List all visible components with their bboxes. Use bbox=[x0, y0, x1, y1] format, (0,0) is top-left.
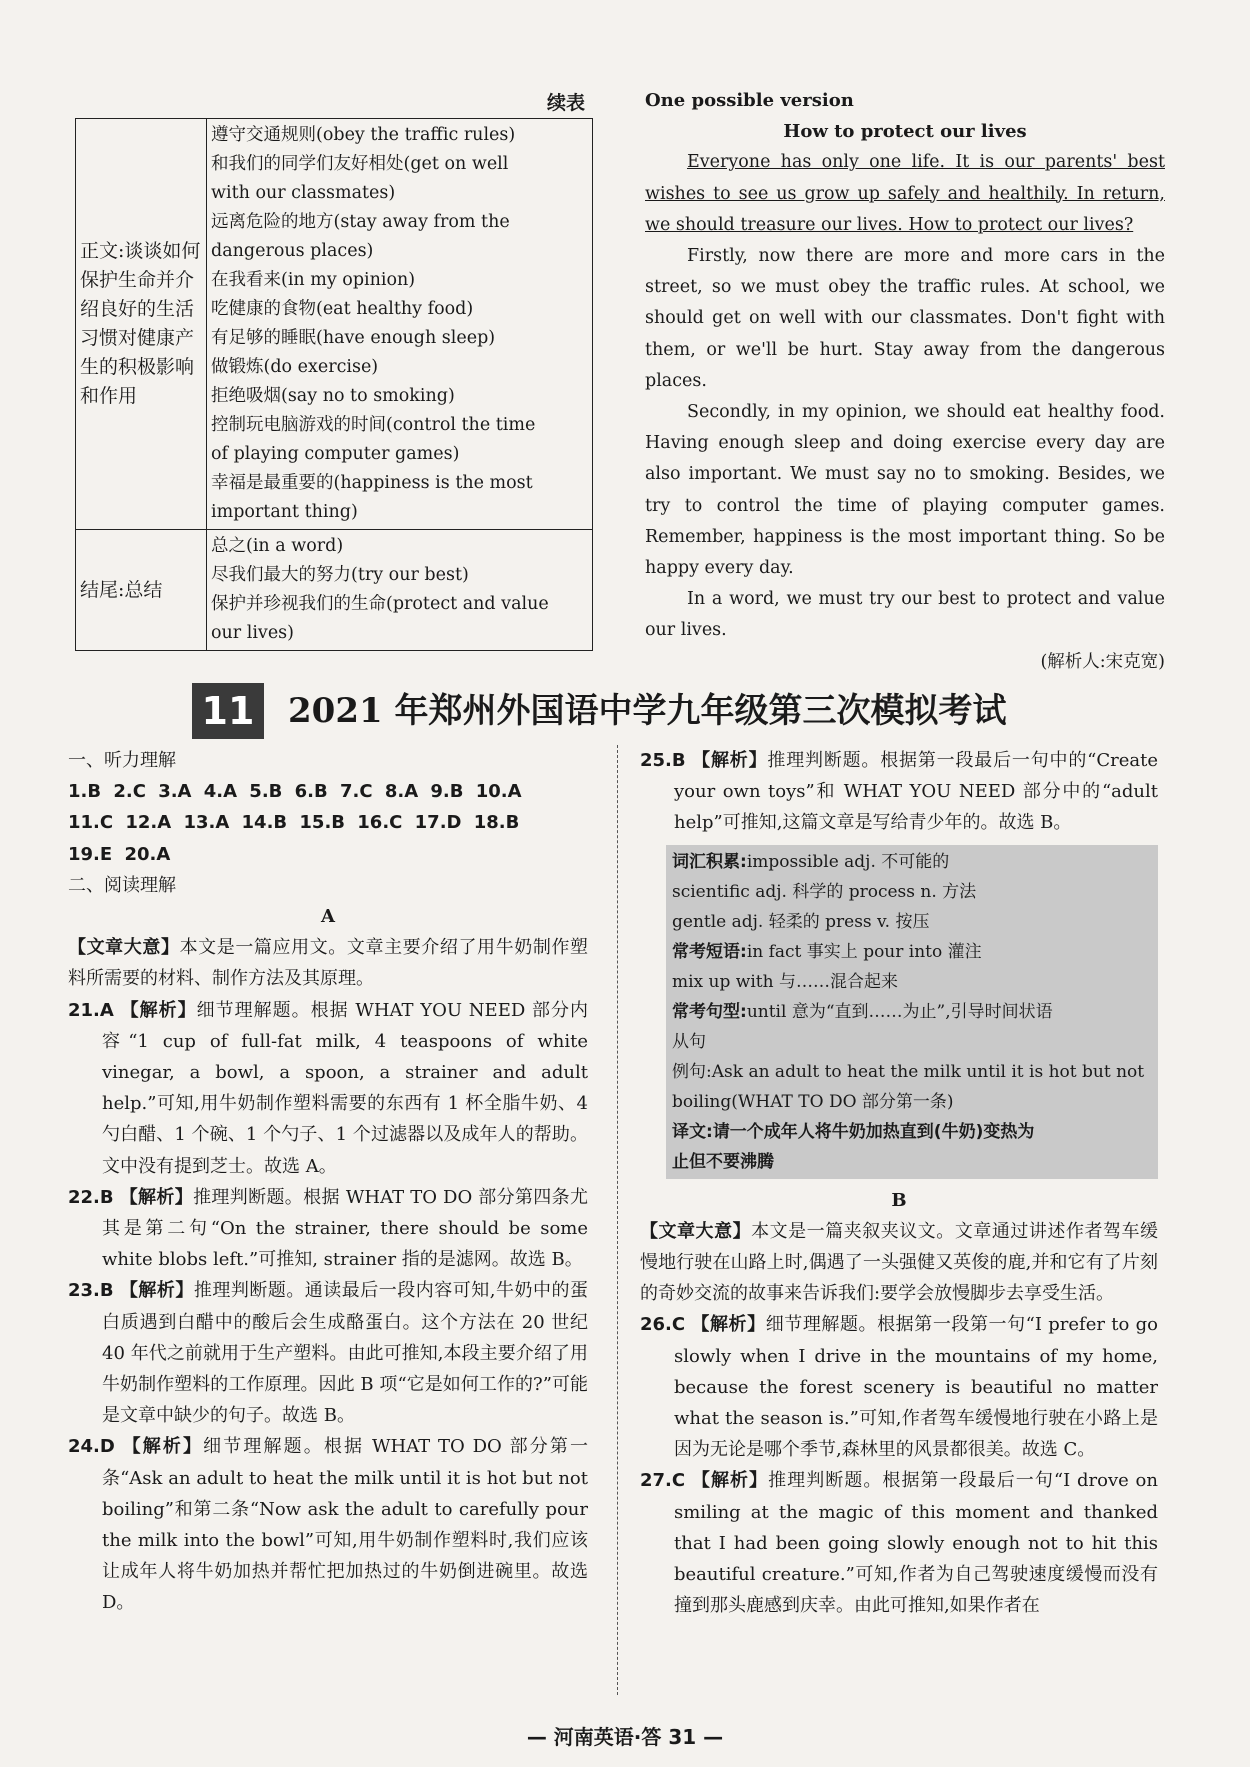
section-heading: 一、听力理解 bbox=[68, 750, 176, 771]
exam-number-badge: 11 bbox=[192, 683, 264, 739]
analysis-text: 推理判断题。根据 WHAT TO DO 部分第四条尤其是第二句“On the strainer, there should be some white blobs left.”可推知, strainer 指的是滤网。故选 B。 bbox=[102, 1186, 589, 1271]
pattern-item: 从句 bbox=[672, 1031, 706, 1052]
question-analysis bbox=[68, 995, 588, 1182]
main-idea-text: 本文是一篇应用文。文章主要介绍了用牛奶制作塑料所需要的材料、制作方法及其原理。 bbox=[68, 937, 589, 990]
outline-line: 远离危险的地方(stay away from the bbox=[211, 212, 510, 232]
analysis-tag: 【解析】 bbox=[692, 750, 768, 771]
outline-line: 幸福是最重要的(happiness is the most bbox=[211, 473, 533, 493]
section-heading: 二、阅读理解 bbox=[68, 874, 176, 896]
outline-line: 保护并珍视我们的生命(protect and value bbox=[211, 594, 549, 614]
phrase-label: 常考短语: bbox=[672, 941, 747, 962]
question-number: 25.B bbox=[640, 750, 686, 771]
example-label: 例句: bbox=[672, 1061, 712, 1082]
outline-line: 尽我们最大的努力(try our best) bbox=[211, 565, 469, 585]
outline-line: of playing computer games) bbox=[211, 444, 460, 464]
phrase-item: mix up with 与……混合起来 bbox=[672, 971, 898, 992]
right-column bbox=[640, 745, 1158, 1621]
analysis-text: 推理判断题。通读最后一段内容可知,牛奶中的蛋白质遇到白醋中的酸后会生成酪蛋白。这个方法在 20 世纪 40 年代之前就用于生产塑料。由此可推知,本段主要介绍了用牛奶制作塑料的工作原理。因此 B 项“它是如何工作的?”可能是文章中缺少的句子。故选 B。 bbox=[102, 1280, 588, 1427]
question-number: 22.B bbox=[68, 1186, 114, 1208]
vocab-item: scientific adj. 科学的 process n. 方法 bbox=[672, 881, 977, 902]
translation-label: 译文: bbox=[672, 1121, 713, 1142]
question-number: 27.C bbox=[640, 1470, 686, 1492]
pattern-item: until 意为“直到……为止”,引导时间状语 bbox=[746, 1001, 1053, 1022]
outline-line: 有足够的睡眠(have enough sleep) bbox=[211, 328, 496, 348]
outline-line: important thing) bbox=[211, 502, 358, 522]
outline-line: 在我看来(in my opinion) bbox=[211, 270, 416, 290]
column-divider bbox=[617, 745, 618, 1695]
question-number: 21.A bbox=[68, 999, 114, 1021]
question-analysis bbox=[68, 1275, 588, 1431]
translation-item: 请一个成年人将牛奶加热直到(牛奶)变热为 bbox=[712, 1121, 1035, 1142]
essay-title: How to protect our lives bbox=[783, 121, 1027, 143]
main-idea bbox=[640, 1216, 1158, 1310]
main-idea-text: 本文是一篇夹叙夹议文。文章通过讲述作者驾车缓慢地行驶在山路上时,偶遇了一头强健又英俊的鹿,并和它有了片刻的奇妙交流的故事来告诉我们:要学会放慢脚步去享受生活。 bbox=[640, 1220, 1159, 1305]
essay-intro: Everyone has only one life. It is our parents' best wishes to see us grow up safely and healthily. In return, we should treasure our lives. How to protect our lives? bbox=[645, 152, 1165, 235]
essay-analyst: (解析人:宋克宽) bbox=[1040, 651, 1165, 672]
outline-line: 吃健康的食物(eat healthy food) bbox=[211, 299, 474, 319]
analysis-text: 细节理解题。根据 WHAT TO DO 部分第一条“Ask an adult to heat the milk until it is hot but not boiling”和第二条“Now ask the adult to carefully pour the milk into the bowl”可知,用牛奶制作塑料时,我们应该让成年人将牛奶加热并帮忙把加热过的牛奶倒进碗里。故选 D。 bbox=[102, 1436, 588, 1614]
main-idea-tag: 【文章大意】 bbox=[68, 937, 180, 959]
question-analysis bbox=[640, 745, 1158, 839]
main-idea bbox=[68, 932, 588, 994]
essay-heading: One possible version bbox=[645, 90, 854, 111]
part-label: A bbox=[321, 906, 335, 928]
table-cell-content bbox=[207, 530, 593, 651]
example-item: Ask an adult to heat the milk until it is hot but not bbox=[711, 1061, 1145, 1082]
answer-line: 19.E 20.A bbox=[68, 843, 171, 865]
answer-line: 11.C 12.A 13.A 14.B 15.B 16.C 17.D 18.B bbox=[68, 812, 520, 834]
outline-line: 总之(in a word) bbox=[211, 536, 344, 556]
table-cell-label: 结尾:总结 bbox=[76, 530, 207, 651]
phrase-item: in fact 事实上 pour into 灌注 bbox=[746, 941, 982, 962]
table-row bbox=[76, 119, 593, 530]
outline-line: 和我们的同学们友好相处(get on well bbox=[211, 154, 509, 174]
pattern-label: 常考句型: bbox=[672, 1001, 747, 1022]
vocabulary-box bbox=[666, 845, 1158, 1179]
analysis-text: 细节理解题。根据第一段第一句“I prefer to go slowly when I drive in the mountains of my home, because the forest scenery is beautiful no matter what the season is.”可知,作者驾车缓慢地行驶在小路上是因为无论是哪个季节,森林里的风景都很美。故选 C。 bbox=[674, 1314, 1158, 1461]
analysis-tag: 【解析】 bbox=[119, 1186, 194, 1208]
question-number: 23.B bbox=[68, 1280, 114, 1302]
question-number: 26.C bbox=[640, 1314, 686, 1336]
analysis-text: 细节理解题。根据 WHAT YOU NEED 部分内容“1 cup of full-fat milk, 4 teaspoons of white vinegar, a bowl, a spoon, a strainer and adult help.”可知,用牛奶制作塑料需要的东西有 1 杯全脂牛奶、4 勺白醋、1 个碗、1 个勺子、1 个过滤器以及成年人的帮助。文中没有提到芝士。故选 A。 bbox=[102, 999, 588, 1177]
table-cell-content bbox=[207, 119, 593, 530]
page-footer: — 河南英语·答 31 — bbox=[526, 1725, 724, 1749]
vocab-label: 词汇积累: bbox=[672, 851, 747, 872]
outline-line: 遵守交通规则(obey the traffic rules) bbox=[211, 125, 516, 145]
table-cell-label: 正文:谈谈如何保护生命并介绍良好的生活习惯对健康产生的积极影响和作用 bbox=[76, 119, 207, 530]
left-column bbox=[68, 745, 588, 1619]
outline-line: with our classmates) bbox=[211, 183, 396, 203]
outline-line: 做锻炼(do exercise) bbox=[211, 357, 379, 377]
outline-table bbox=[75, 118, 593, 651]
question-analysis bbox=[640, 1465, 1158, 1621]
question-analysis bbox=[640, 1309, 1158, 1465]
essay-paragraph: Firstly, now there are more and more cars in the street, so we must obey the traffic rules. At school, we should get on well with our classmates. Don't fight with them, or we'll be hurt. Stay away from the dangerous places. bbox=[645, 246, 1165, 391]
vocab-item: impossible adj. 不可能的 bbox=[746, 851, 950, 872]
exam-title: 2021 年郑州外国语中学九年级第三次模拟考试 bbox=[288, 691, 1007, 731]
part-label: B bbox=[891, 1189, 907, 1211]
sample-essay bbox=[645, 85, 1165, 678]
question-number: 24.D bbox=[68, 1436, 115, 1458]
main-idea-tag: 【文章大意】 bbox=[640, 1220, 752, 1242]
analysis-text: 推理判断题。根据第一段最后一句“I drove on smiling at the magic of this moment and thanked that I had been going slowly enough not to hit this beautiful creature.”可知,作者为自己驾驶速度缓慢而没有撞到那头鹿感到庆幸。由此可推知,如果作者在 bbox=[674, 1470, 1158, 1617]
outline-line: 拒绝吸烟(say no to smoking) bbox=[211, 386, 455, 406]
outline-line: our lives) bbox=[211, 623, 294, 643]
essay-paragraph: Secondly, in my opinion, we should eat healthy food. Having enough sleep and doing exercise every day are also important. We must say no to smoking. Besides, we try to control the time of playing computer games. Remember, happiness is the most important thing. So be happy every day. bbox=[645, 402, 1165, 579]
analysis-tag: 【解析】 bbox=[120, 999, 197, 1021]
analysis-tag: 【解析】 bbox=[691, 1314, 766, 1336]
analysis-tag: 【解析】 bbox=[691, 1470, 769, 1492]
analysis-tag: 【解析】 bbox=[122, 1436, 204, 1458]
question-analysis bbox=[68, 1182, 588, 1276]
outline-line: 控制玩电脑游戏的时间(control the time bbox=[211, 415, 536, 435]
table-row bbox=[76, 530, 593, 651]
example-item: boiling(WHAT TO DO 部分第一条) bbox=[672, 1091, 954, 1112]
analysis-text: 推理判断题。根据第一段最后一句中的“Create your own toys”和 WHAT YOU NEED 部分中的“adult help”可推知,这篇文章是写给青少年的。故选 B。 bbox=[674, 750, 1158, 834]
essay-paragraph: In a word, we must try our best to protect and value our lives. bbox=[645, 589, 1165, 641]
question-analysis bbox=[68, 1431, 588, 1618]
continued-label: 续表 bbox=[547, 92, 586, 114]
translation-item: 止但不要沸腾 bbox=[672, 1151, 774, 1172]
vocab-item: gentle adj. 轻柔的 press v. 按压 bbox=[672, 911, 930, 932]
analysis-tag: 【解析】 bbox=[119, 1280, 194, 1302]
outline-line: dangerous places) bbox=[211, 241, 374, 261]
answer-line: 1.B 2.C 3.A 4.A 5.B 6.B 7.C 8.A 9.B 10.A bbox=[68, 781, 522, 803]
